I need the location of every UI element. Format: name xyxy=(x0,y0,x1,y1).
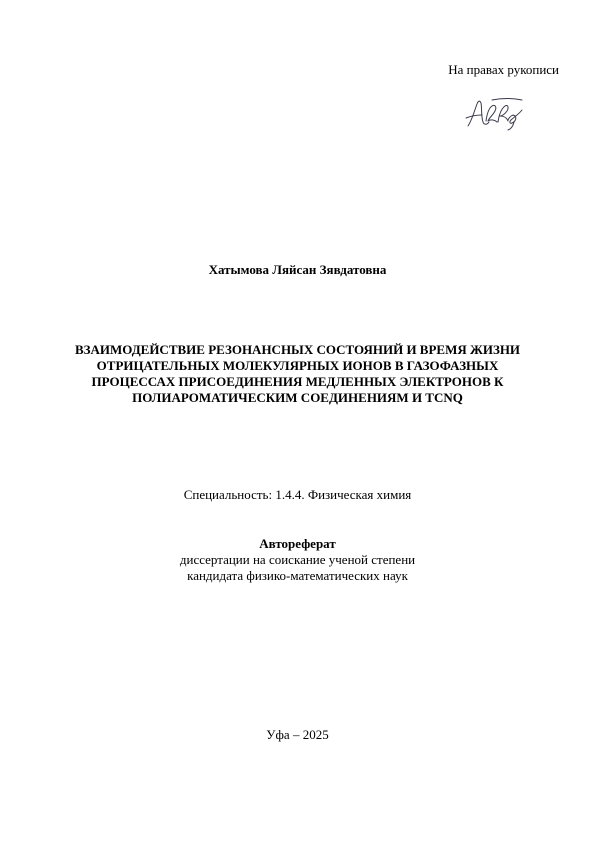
abstract-line: кандидата физико-математических наук xyxy=(187,568,408,583)
specialty-line: Специальность: 1.4.4. Физическая химия xyxy=(183,487,412,502)
place-year: Уфа – 2025 xyxy=(266,727,329,742)
abstract-line: диссертации на соискание ученой степени xyxy=(179,552,416,567)
title-line: ОТРИЦАТЕЛЬНЫХ МОЛЕКУЛЯРНЫХ ИОНОВ В ГАЗОФАЗНЫХ xyxy=(96,358,499,373)
abstract-block xyxy=(0,536,595,584)
author-name: Хатымова Ляйсан Зявдатовна xyxy=(208,262,387,277)
title-line: ВЗАИМОДЕЙСТВИЕ РЕЗОНАНСНЫХ СОСТОЯНИЙ И ВРЕМЯ ЖИЗНИ xyxy=(74,342,521,357)
abstract-heading: Автореферат xyxy=(259,536,336,551)
dissertation-title xyxy=(0,342,595,406)
rights-notice: На правах рукописи xyxy=(448,62,559,77)
handwritten-signature xyxy=(462,94,528,132)
title-line: ПОЛИАРОМАТИЧЕСКИМ СОЕДИНЕНИЯМ И TCNQ xyxy=(132,390,463,405)
title-line: ПРОЦЕССАХ ПРИСОЕДИНЕНИЯ МЕДЛЕННЫХ ЭЛЕКТРОНОВ К xyxy=(91,374,504,389)
signature-drawing xyxy=(462,94,528,132)
